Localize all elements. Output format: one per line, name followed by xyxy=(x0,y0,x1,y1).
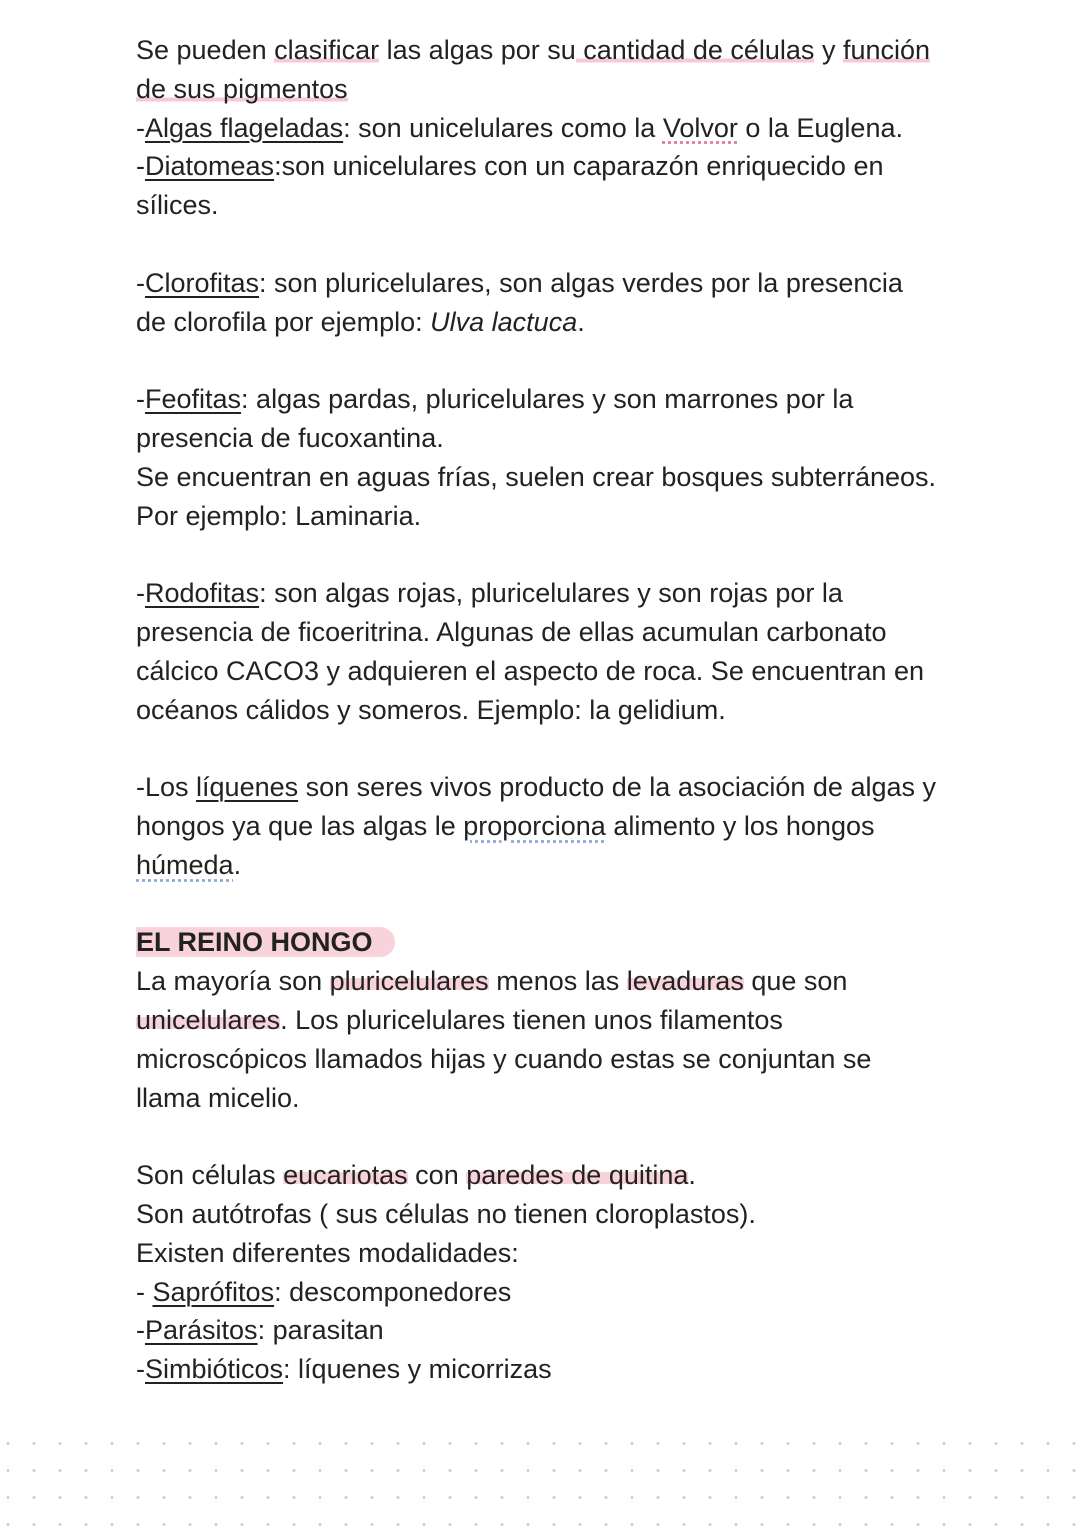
text-segment: Son autótrofas ( sus células no tienen cloroplastos). xyxy=(136,1198,756,1229)
highlighted-text: clasificar xyxy=(274,35,380,65)
underlined-term: líquenes xyxy=(196,772,299,803)
text-segment: llama micelio. xyxy=(136,1082,300,1113)
text-line xyxy=(136,147,936,186)
text-segment: Por ejemplo: Laminaria. xyxy=(136,500,422,531)
highlighted-text: paredes de quitina xyxy=(466,1160,689,1191)
text-segment: de clorofila por ejemplo: xyxy=(136,306,431,337)
highlighted-text: levaduras xyxy=(626,966,744,997)
text-segment: Son células xyxy=(136,1160,284,1191)
text-line xyxy=(136,458,936,497)
blank-line xyxy=(136,225,936,264)
section-heading xyxy=(136,923,936,962)
text-segment: y xyxy=(814,35,843,65)
text-segment: - xyxy=(136,384,145,415)
text-segment: . xyxy=(688,1160,696,1191)
text-segment: alimento y los hongos xyxy=(605,810,875,841)
note-document xyxy=(136,31,936,1389)
underlined-term: Rodofitas xyxy=(145,578,260,609)
text-segment: con xyxy=(407,1160,467,1191)
text-segment: presencia de fucoxantina. xyxy=(136,422,444,453)
text-segment: Se pueden xyxy=(136,35,275,65)
underlined-term: Saprófitos xyxy=(152,1276,275,1307)
text-line xyxy=(136,1195,936,1234)
text-line xyxy=(136,497,936,536)
text-segment: que son xyxy=(743,966,848,997)
text-segment: - xyxy=(136,151,145,182)
text-line xyxy=(136,70,936,109)
text-segment: proporciona xyxy=(463,810,606,841)
blank-line xyxy=(136,341,936,380)
text-segment: -Los xyxy=(136,772,197,803)
text-segment: . xyxy=(233,849,242,880)
blank-line xyxy=(136,729,936,768)
highlighted-text: unicelulares xyxy=(136,1004,281,1035)
text-line xyxy=(136,962,936,1001)
text-segment: - xyxy=(136,112,145,143)
text-segment: las algas por su xyxy=(379,35,576,65)
text-line xyxy=(136,1040,936,1079)
text-segment: húmeda xyxy=(136,849,234,880)
text-line xyxy=(136,613,936,652)
text-segment: : descomponedores xyxy=(274,1276,512,1307)
text-line xyxy=(136,1079,936,1118)
text-segment: . xyxy=(577,306,585,337)
text-segment: hongos ya que las algas le xyxy=(136,810,464,841)
text-segment: : son unicelulares como la xyxy=(343,112,663,143)
text-segment: :son unicelulares con un caparazón enriquecido en xyxy=(274,151,884,182)
text-segment: La mayoría son xyxy=(136,966,330,997)
text-segment: menos las xyxy=(488,966,627,997)
text-line xyxy=(136,1234,936,1273)
text-line xyxy=(136,186,936,225)
text-line xyxy=(136,1001,936,1040)
text-segment: : algas pardas, pluricelulares y son marrones por la xyxy=(241,384,854,415)
dot-grid-background xyxy=(0,1430,1080,1528)
text-segment: : son algas rojas, pluricelulares y son rojas por la xyxy=(259,578,843,609)
text-segment: . Los pluricelulares tienen unos filamentos xyxy=(280,1004,783,1035)
highlighted-text: función xyxy=(842,35,931,65)
text-line xyxy=(136,1350,936,1389)
text-line xyxy=(136,419,936,458)
text-segment: microscópicos llamados hijas y cuando estas se conjuntan se xyxy=(136,1043,872,1074)
underlined-term: Clorofitas xyxy=(145,267,260,298)
text-line xyxy=(136,264,936,303)
underlined-term: Algas flageladas xyxy=(145,112,344,143)
highlighted-text: pluricelulares xyxy=(329,966,489,997)
text-segment: - xyxy=(136,1315,145,1346)
text-segment: sílices. xyxy=(136,190,219,221)
text-segment: presencia de ficoeritrina. Algunas de ellas acumulan carbonato xyxy=(136,616,887,647)
text-segment: océanos cálidos y someros. Ejemplo: la gelidium. xyxy=(136,694,726,725)
text-line xyxy=(136,1156,936,1195)
blank-line xyxy=(136,885,936,924)
text-line xyxy=(136,380,936,419)
text-line xyxy=(136,807,936,846)
highlighted-text: eucariotas xyxy=(283,1160,408,1191)
text-segment: - xyxy=(136,267,145,298)
text-line xyxy=(136,1311,936,1350)
underlined-term: Diatomeas xyxy=(145,151,275,182)
blank-line xyxy=(136,1117,936,1156)
text-segment: - xyxy=(136,1276,153,1307)
text-line xyxy=(136,109,936,148)
heading-text: EL REINO HONGO xyxy=(136,927,395,957)
text-segment: Existen diferentes modalidades: xyxy=(136,1237,519,1268)
highlighted-text: de sus pigmentos xyxy=(136,73,348,104)
highlighted-text: cantidad de células xyxy=(575,35,815,65)
blank-line xyxy=(136,535,936,574)
text-line xyxy=(136,1273,936,1312)
text-segment: o la Euglena. xyxy=(737,112,903,143)
text-segment: Ulva lactuca xyxy=(430,306,578,337)
text-segment: Volvor xyxy=(662,112,738,143)
text-line xyxy=(136,691,936,730)
underlined-term: Feofitas xyxy=(145,384,242,415)
underlined-term: Parásitos xyxy=(145,1315,258,1346)
text-segment: : líquenes y micorrizas xyxy=(283,1354,552,1385)
text-line xyxy=(136,31,936,70)
text-line xyxy=(136,846,936,885)
text-line xyxy=(136,768,936,807)
underlined-term: Simbióticos xyxy=(145,1354,284,1385)
text-segment: cálcico CACO3 y adquieren el aspecto de roca. Se encuentran en xyxy=(136,655,924,686)
text-line xyxy=(136,574,936,613)
text-segment: : parasitan xyxy=(257,1315,384,1346)
text-segment: son seres vivos producto de la asociación de algas y xyxy=(298,772,936,803)
text-segment: Se encuentran en aguas frías, suelen crear bosques subterráneos. xyxy=(136,461,937,492)
text-segment: : son pluricelulares, son algas verdes por la presencia xyxy=(259,267,903,298)
text-line xyxy=(136,652,936,691)
text-line xyxy=(136,303,936,342)
text-segment: - xyxy=(136,1354,145,1385)
text-segment: - xyxy=(136,578,145,609)
